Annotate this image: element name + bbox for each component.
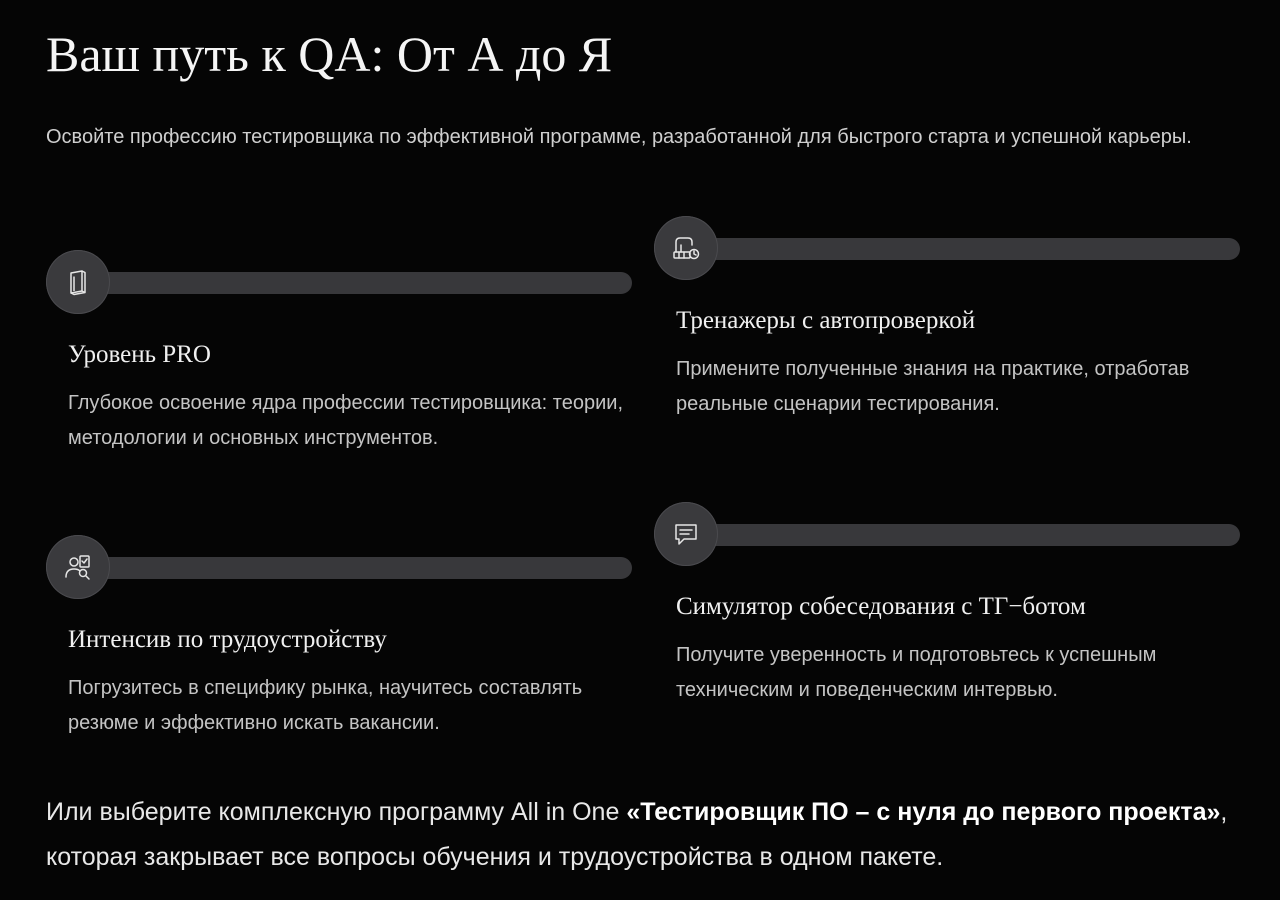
page-title: Ваш путь к QA: От А до Я	[46, 26, 613, 82]
feature-title: Симулятор собеседования с ТГ−ботом	[676, 593, 1086, 620]
program-offer-tail: , которая закрывает все вопросы обучения и трудоустройства в одном пакете.	[46, 798, 1228, 871]
feature-title: Тренажеры с автопроверкой	[676, 307, 976, 334]
feature-description: Погрузитесь в специфику рынка, научитесь составлять резюме и эффективно искать вакансии.	[68, 677, 583, 734]
program-offer	[46, 790, 1246, 880]
page-subtitle: Освойте профессию тестировщика по эффективной программе, разработанной для быстрого старта и успешной карьеры.	[46, 126, 1192, 148]
chat-bubble-icon	[654, 502, 718, 566]
feature-description: Примените полученные знания на практике, отработав реальные сценарии тестирования.	[676, 358, 1190, 415]
program-name: «Тестировщик ПО – с нуля до первого проекта»	[626, 798, 1221, 826]
program-offer-lead: Или выберите комплексную программу All in One	[46, 798, 627, 826]
feature-title: Интенсив по трудоустройству	[68, 626, 387, 653]
feature-progress-bar	[686, 238, 1240, 260]
book-icon	[46, 250, 110, 314]
feature-progress-bar	[686, 524, 1240, 546]
feature-description: Получите уверенность и подготовьтесь к успешным техническим и поведенческим интервью.	[676, 644, 1157, 701]
automation-trainer-icon	[654, 216, 718, 280]
feature-progress-bar	[78, 557, 632, 579]
feature-title: Уровень PRO	[68, 341, 211, 368]
feature-description: Глубокое освоение ядра профессии тестировщика: теории, методологии и основных инструментов.	[68, 392, 623, 449]
feature-progress-bar	[78, 272, 632, 294]
job-search-icon	[46, 535, 110, 599]
